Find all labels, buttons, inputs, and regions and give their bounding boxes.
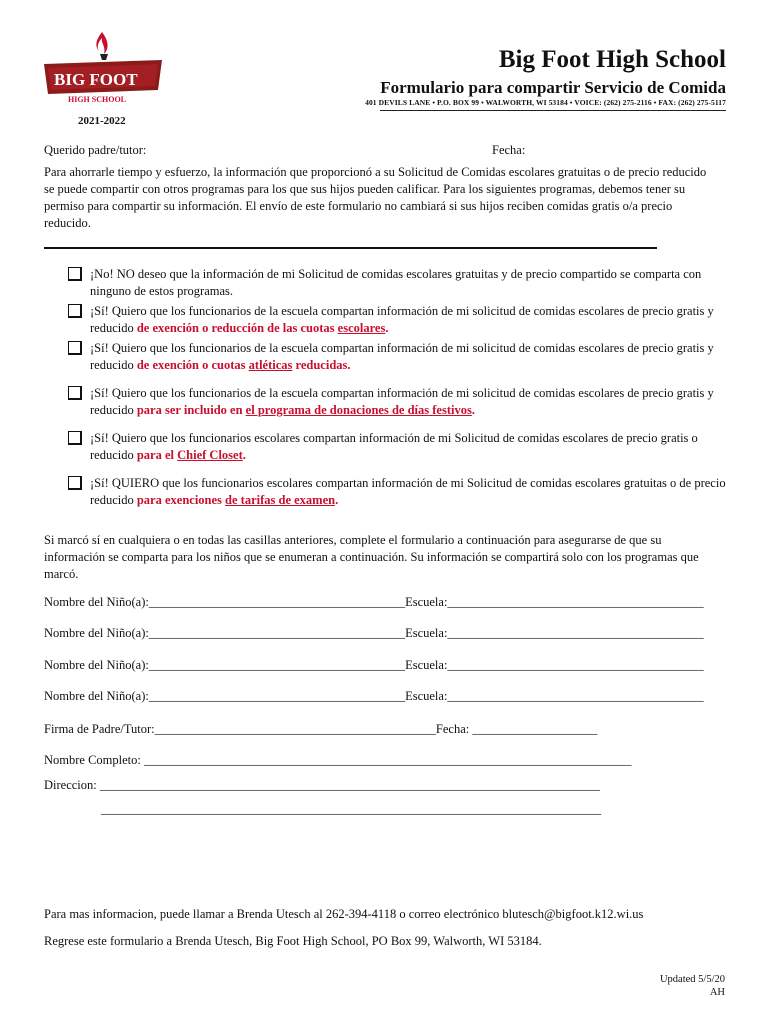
option-highlight-underlined: Chief Closet — [177, 448, 243, 462]
updated-date: Updated 5/5/20 — [659, 974, 725, 985]
child-name-field[interactable]: Nombre del Niño(a):_________________________________________ — [44, 595, 406, 609]
checkbox[interactable] — [68, 304, 82, 318]
logo-text-highschool: HIGH SCHOOL — [68, 95, 127, 104]
option-chief-closet[interactable] — [68, 430, 728, 464]
school-address: 401 DEVILS LANE • P.O. BOX 99 • WALWORTH, WI 53184 • VOICE: (262) 275-2116 • FAX: (262) 275-5117 — [365, 98, 726, 107]
option-highlight-underlined: escolares — [337, 321, 386, 335]
header-rule — [380, 110, 726, 111]
child-name-field[interactable]: Nombre del Niño(a):_________________________________________ — [44, 626, 406, 640]
option-highlight-end: reducidas — [292, 358, 348, 372]
signature-row[interactable] — [44, 722, 597, 737]
child-row[interactable] — [44, 595, 704, 610]
greeting-date-label: Fecha: — [492, 143, 526, 157]
child-row[interactable] — [44, 689, 704, 704]
child-name-field[interactable]: Nombre del Niño(a):_________________________________________ — [44, 689, 406, 703]
form-title: Formulario para compartir Servicio de Comida — [380, 78, 726, 97]
option-text: ¡Sí! Quiero que los funcionarios de la escuela compartan información de mi solicitud de comidas escolares de precio gratis y reducido — [90, 386, 714, 417]
child-row[interactable] — [44, 658, 704, 673]
contact-info: Para mas informacion, puede llamar a Brenda Utesch al 262-394-4118 o correo electrónico blutesch@bigfoot.k12.wi.us — [44, 907, 644, 921]
option-highlight-underlined: el programa de donaciones de días festivos — [245, 403, 472, 417]
option-tail: . — [471, 403, 475, 417]
option-highlight: para el — [136, 448, 178, 462]
intro-paragraph: Para ahorrarle tiempo y esfuerzo, la información que proporcionó a su Solicitud de Comidas escolares gratuitas o de precio reducido se puede compartir con otros programas para los que sus hijos pueden calificar. Para los siguientes programas, debemos tener su permiso para compartir su información. El envío de este formulario no cambiará si sus hijos reciben comidas gratis o/a precio reducido. — [44, 165, 707, 230]
option-text: ¡No! NO deseo que la información de mi Solicitud de comidas escolares gratuitas y de precio compartido se comparta con ninguno de estos programas. — [90, 267, 702, 298]
option-athletic-fees[interactable] — [68, 340, 728, 374]
option-text: ¡Sí! QUIERO que los funcionarios escolares compartan información de mi Solicitud de comidas escolares gratuitas o de precio reducido — [90, 476, 726, 507]
school-year: 2021-2022 — [78, 115, 126, 127]
checkbox[interactable] — [68, 386, 82, 400]
option-highlight-underlined: de tarifas de examen — [225, 493, 336, 507]
option-tail: . — [335, 493, 339, 507]
checkbox[interactable] — [68, 431, 82, 445]
school-field[interactable]: Escuela:_________________________________________ — [405, 626, 704, 640]
option-exam-fees[interactable] — [68, 475, 728, 509]
option-highlight: de exención o reducción de las cuotas — [136, 321, 338, 335]
option-holiday-donations[interactable] — [68, 385, 728, 419]
option-highlight: para exenciones — [136, 493, 226, 507]
child-name-field[interactable]: Nombre del Niño(a):_________________________________________ — [44, 658, 406, 672]
separator-line — [44, 247, 657, 249]
option-text: ¡Sí! Quiero que los funcionarios escolares compartan información de mi Solicitud de comidas escolares de precio gratis o reducido — [90, 431, 698, 462]
school-field[interactable]: Escuela:_________________________________________ — [405, 595, 704, 609]
instructions-paragraph: Si marcó sí en cualquiera o en todas las casillas anteriores, complete el formulario a continuación para asegurarse de que su información se comparta para los niños que se enumeran a continuación. Su información se compartirá solo con los programas que marcó. — [44, 533, 699, 581]
option-highlight-underlined: atléticas — [248, 358, 293, 372]
option-text: ¡Sí! Quiero que los funcionarios de la escuela compartan información de mi solicitud de comidas escolares de precio gratis y reducido — [90, 304, 714, 335]
option-tail: . — [347, 358, 351, 372]
signature-date-field[interactable]: Fecha: ____________________ — [435, 722, 598, 736]
greeting-dear: Querido padre/tutor: — [44, 143, 147, 157]
updated-stamp — [660, 973, 725, 999]
option-no-share[interactable] — [68, 266, 728, 300]
checkbox[interactable] — [68, 476, 82, 490]
child-row[interactable] — [44, 626, 704, 641]
full-name-field[interactable]: Nombre Completo: ______________________________________________________________________________ — [44, 753, 632, 767]
address-field[interactable]: Direccion: ________________________________________________________________________________ — [44, 778, 600, 792]
checkbox[interactable] — [68, 267, 82, 281]
school-field[interactable]: Escuela:_________________________________________ — [405, 689, 704, 703]
checkbox[interactable] — [68, 341, 82, 355]
signature-field[interactable]: Firma de Padre/Tutor:_____________________________________________ — [44, 722, 436, 736]
option-tail: . — [242, 448, 246, 462]
option-highlight: para ser incluido en — [136, 403, 246, 417]
option-school-fees[interactable] — [68, 303, 728, 337]
option-tail: . — [385, 321, 389, 335]
school-name: Big Foot High School — [498, 46, 726, 73]
author-initials: AH — [709, 987, 725, 998]
option-text: ¡Sí! Quiero que los funcionarios de la escuela compartan información de mi solicitud de comidas escolares de precio gratis y reducido — [90, 341, 714, 372]
address-line2-field[interactable]: ________________________________________________________________________________ — [101, 802, 601, 816]
school-field[interactable]: Escuela:_________________________________________ — [405, 658, 704, 672]
option-highlight: de exención o cuotas — [136, 358, 249, 372]
logo-text-bigfoot: BIG FOOT — [54, 70, 138, 89]
return-info: Regrese este formulario a Brenda Utesch, Big Foot High School, PO Box 99, Walworth, WI 53184. — [44, 934, 542, 948]
